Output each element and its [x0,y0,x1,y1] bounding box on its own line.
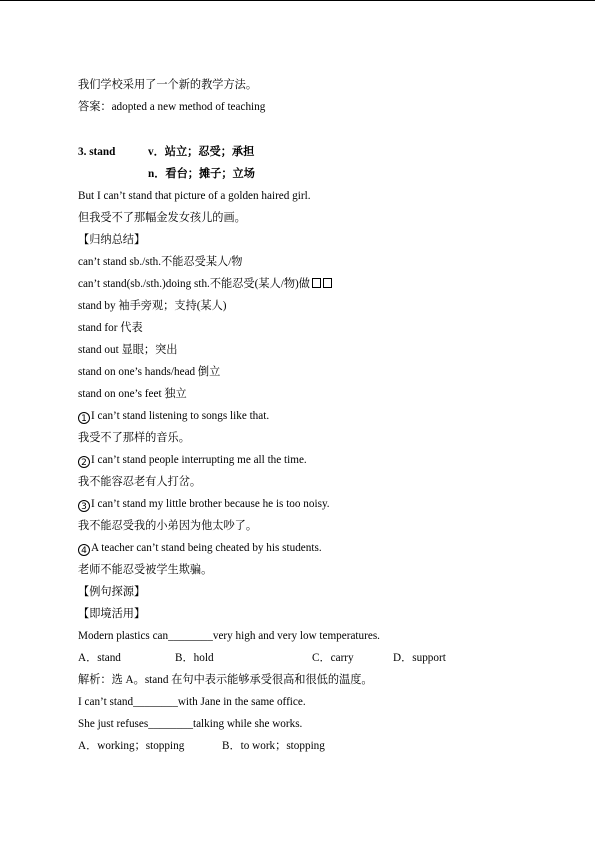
circled-number: 3 [78,500,90,512]
question2-option-a: A．working；stopping [78,740,185,752]
numbered-example-en [78,541,322,556]
entry-headword: 3. stand [78,146,116,158]
phrase-item: stand for 代表 [78,322,143,334]
example-zh: 但我受不了那幅金发女孩儿的画。 [78,212,246,224]
blank-box-icon [312,278,321,288]
numbered-example-zh: 老师不能忍受被学生欺骗。 [78,564,213,576]
question1-option-c: C．carry [312,652,354,664]
example-text: I can’t stand people interrupting me all the time. [91,454,307,466]
page-top-rule [0,0,595,1]
phrase-text: can’t stand(sb./sth.)doing sth.不能忍受(某人/物)做 [78,278,310,290]
question1-stem: Modern plastics can________very high and very low temperatures. [78,630,380,642]
phrase-item [78,277,332,291]
example-text: I can’t stand my little brother because he is too noisy. [91,498,330,510]
circled-number: 1 [78,412,90,424]
numbered-example-zh: 我不能容忍老有人打岔。 [78,476,202,488]
numbered-example-zh: 我不能忍受我的小弟因为他太吵了。 [78,520,258,532]
numbered-example-en [78,497,330,512]
numbered-example-en [78,453,307,468]
circled-number: 4 [78,544,90,556]
example-text: A teacher can’t stand being cheated by his students. [91,542,322,554]
example-text: I can’t stand listening to songs like that. [91,410,270,422]
phrase-item: stand on one’s feet 独立 [78,388,187,400]
question1-option-d: D．support [393,652,446,664]
source-heading: 【例句探源】 [78,586,146,598]
circled-number: 2 [78,456,90,468]
question1-option-a: A．stand [78,652,121,664]
phrase-item: stand on one’s hands/head 倒立 [78,366,221,378]
question2-option-b: B．to work；stopping [222,740,325,752]
numbered-example-en [78,409,269,424]
blank-box-icon [323,278,332,288]
question2-line2: She just refuses________talking while she works. [78,718,303,730]
intro-sentence: 我们学校采用了一个新的教学方法。 [78,79,258,91]
entry-verb-meanings: v．站立；忍受；承担 [148,146,255,158]
question2-line1: I can’t stand________with Jane in the same office. [78,696,306,708]
numbered-example-zh: 我受不了那样的音乐。 [78,432,190,444]
intro-answer: 答案：adopted a new method of teaching [78,101,266,113]
question1-explanation: 解析：选 A。stand 在句中表示能够承受很高和很低的温度。 [78,674,373,686]
question1-option-b: B．hold [175,652,214,664]
phrase-item: can’t stand sb./sth.不能忍受某人/物 [78,256,243,268]
phrase-item: stand by 袖手旁观；支持(某人) [78,300,227,312]
practice-heading: 【即境活用】 [78,608,146,620]
summary-heading: 【归纳总结】 [78,234,146,246]
entry-noun-meanings: n．看台；摊子；立场 [148,168,255,180]
phrase-item: stand out 显眼；突出 [78,344,178,356]
example-en: But I can’t stand that picture of a golden haired girl. [78,190,311,202]
